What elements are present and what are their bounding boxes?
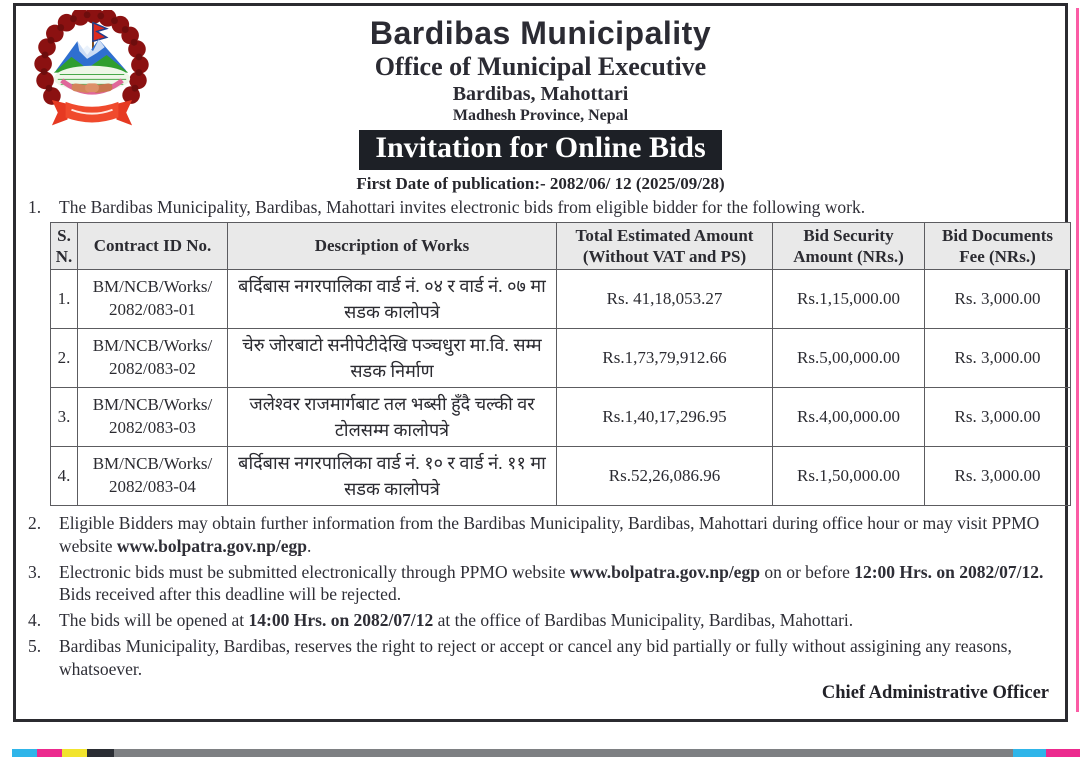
- col-header-security: Bid Security Amount (NRs.): [773, 222, 925, 270]
- table-row: [51, 388, 1071, 447]
- col-header-description: Description of Works: [228, 222, 557, 270]
- cell-fee: Rs. 3,000.00: [925, 388, 1071, 447]
- print-color-bar: [12, 749, 1080, 757]
- province-line: Madhesh Province, Nepal: [452, 107, 629, 125]
- col-header-contract: Contract ID No.: [78, 222, 228, 270]
- cell-fee: Rs. 3,000.00: [925, 270, 1071, 329]
- nepal-emblem-logo: [28, 10, 156, 142]
- table-row: [51, 270, 1071, 329]
- cell-security: Rs.1,50,000.00: [773, 447, 925, 506]
- cell-fee: Rs. 3,000.00: [925, 447, 1071, 506]
- cell-estimated: Rs. 41,18,053.27: [557, 270, 773, 329]
- cell-security: Rs.5,00,000.00: [773, 329, 925, 388]
- bid-table: [50, 222, 1071, 507]
- note-text: The bids will be opened at 14:00 Hrs. on 2082/07/12 at the office of Bardibas Municipality, Bardibas, Mahottari.: [59, 610, 854, 631]
- cell-contract: [78, 270, 228, 329]
- cell-fee: Rs. 3,000.00: [925, 329, 1071, 388]
- location-line: Bardibas, Mahottari: [452, 82, 629, 105]
- signature-title: Chief Administrative Officer: [821, 683, 1049, 704]
- banner-title: Invitation for Online Bids: [359, 130, 721, 170]
- cell-description: बर्दिबास नगरपालिका वार्ड नं. १० र वार्ड नं. ११ मा सडक कालोपत्रे: [228, 447, 557, 506]
- note-number: 4.: [28, 610, 42, 631]
- color-swatch-cyan: [1013, 749, 1046, 757]
- cell-security: Rs.1,15,000.00: [773, 270, 925, 329]
- ppmo-website-link: www.bolpatra.gov.np/egp: [569, 561, 760, 582]
- cell-description: चेरु जोरबाटो सनीपेटीदेखि पञ्चधुरा मा.वि. सम्म सडक निर्माण: [228, 329, 557, 388]
- cell-estimated: Rs.1,40,17,296.95: [557, 388, 773, 447]
- note-item: [26, 512, 1055, 558]
- col-header-sn: S. N.: [51, 222, 78, 270]
- note-item: [26, 635, 1055, 681]
- col-header-estimated: Total Estimated Amount (Without VAT and PS): [557, 222, 773, 270]
- col-header-fee: Bid Documents Fee (NRs.): [925, 222, 1071, 270]
- office-name: Office of Municipal Executive: [374, 51, 707, 81]
- notice-notes: [26, 512, 1055, 680]
- color-swatch-yellow: [62, 749, 87, 757]
- note-text: Eligible Bidders may obtain further information from the Bardibas Municipality, Bardibas, Mahottari during office hour or may visit PPMO website www.bolpatra.gov.np/egp.: [59, 513, 1040, 556]
- publication-date: First Date of publication:- 2082/06/ 12 (2025/09/28): [356, 173, 725, 193]
- cell-contract: [78, 388, 228, 447]
- note-text: Electronic bids must be submitted electronically through PPMO website www.bolpatra.gov.np/egp on or before 12:00 Hrs. on 2082/07/12. Bids received after this deadline will be rejected.: [59, 561, 1044, 605]
- color-swatch-magenta: [37, 749, 62, 757]
- column-separator-rule: [1076, 8, 1079, 712]
- contract-id-line1: BM/NCB/Works/: [92, 336, 213, 356]
- intro-item-number: 1.: [28, 196, 42, 217]
- notice-header: [26, 16, 1055, 193]
- cell-security: Rs.4,00,000.00: [773, 388, 925, 447]
- bid-opening-time: 14:00 Hrs. on 2082/07/12: [248, 610, 434, 631]
- contract-id-line1: BM/NCB/Works/: [92, 395, 213, 415]
- color-swatch-cyan: [12, 749, 37, 757]
- cell-description: बर्दिबास नगरपालिका वार्ड नं. ०४ र वार्ड नं. ०७ मा सडक कालोपत्रे: [228, 270, 557, 329]
- cell-sn: 2.: [51, 329, 78, 388]
- intro-item: [26, 196, 1055, 219]
- cell-sn: 3.: [51, 388, 78, 447]
- cell-sn: 4.: [51, 447, 78, 506]
- table-row: [51, 329, 1071, 388]
- contract-id-line2: 2082/083-02: [109, 359, 196, 379]
- table-row: [51, 447, 1071, 506]
- note-number: 5.: [28, 635, 42, 656]
- note-item: [26, 609, 1055, 632]
- note-number: 2.: [28, 513, 42, 534]
- banner-title-wrap: [26, 130, 1055, 170]
- ppmo-website-link: www.bolpatra.gov.np/egp: [116, 535, 307, 556]
- cell-estimated: Rs.52,26,086.96: [557, 447, 773, 506]
- municipality-name: Bardibas Municipality: [369, 15, 712, 51]
- submission-deadline: 12:00 Hrs. on 2082/07/12.: [854, 561, 1044, 582]
- contract-id-line1: BM/NCB/Works/: [92, 454, 213, 474]
- color-swatch-black: [87, 749, 114, 757]
- cell-description: जलेश्वर राजमार्गबाट तल भब्सी हुँदै चल्की वर टोलसम्म कालोपत्रे: [228, 388, 557, 447]
- contract-id-line2: 2082/083-04: [109, 477, 196, 497]
- bid-notice-box: [13, 3, 1068, 722]
- cell-contract: [78, 447, 228, 506]
- cell-sn: 1.: [51, 270, 78, 329]
- contract-id-line1: BM/NCB/Works/: [92, 277, 213, 297]
- cell-contract: [78, 329, 228, 388]
- cell-estimated: Rs.1,73,79,912.66: [557, 329, 773, 388]
- contract-id-line2: 2082/083-01: [109, 300, 196, 320]
- contract-id-line2: 2082/083-03: [109, 418, 196, 438]
- note-item: [26, 561, 1055, 607]
- intro-item-text: The Bardibas Municipality, Bardibas, Mahottari invites electronic bids from eligible bidder for the following work.: [59, 196, 866, 217]
- note-text: Bardibas Municipality, Bardibas, reserves the right to reject or accept or cancel any bid partially or fully without assigining any reasons, whatsoever.: [59, 635, 1012, 679]
- note-number: 3.: [28, 561, 42, 582]
- color-swatch-magenta: [1046, 749, 1080, 757]
- table-header-row: [51, 222, 1071, 270]
- color-swatch-gray: [114, 749, 1013, 757]
